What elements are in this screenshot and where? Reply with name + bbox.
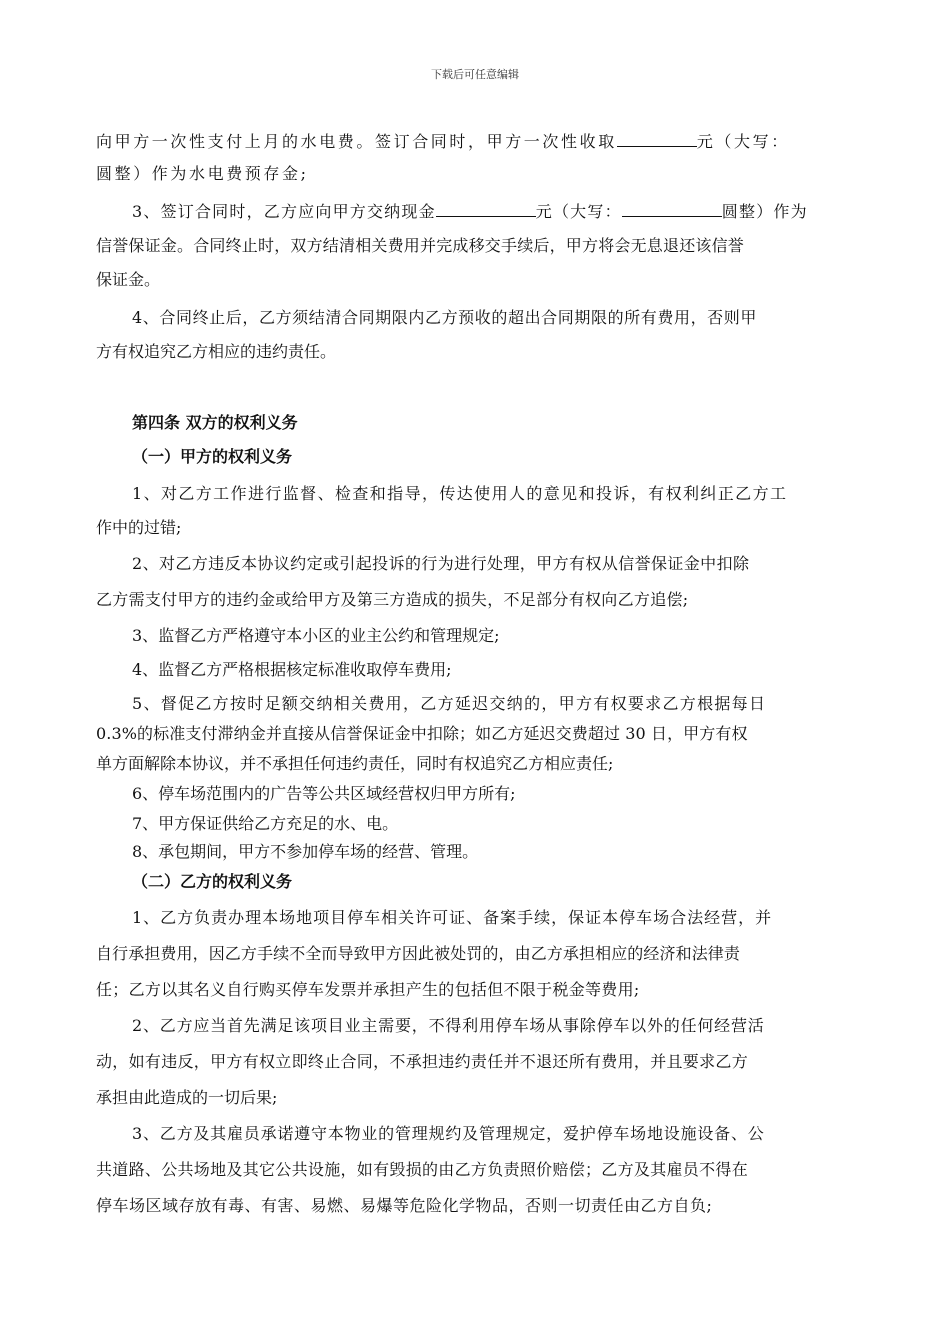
paragraph-line xyxy=(132,1124,765,1144)
paragraph-line xyxy=(132,694,766,714)
paragraph-line xyxy=(132,814,398,834)
paragraph-line xyxy=(96,1160,748,1180)
line-text: 7、甲方保证供给乙方充足的水、电。 xyxy=(132,814,399,833)
paragraph-line xyxy=(96,270,160,290)
paragraph-line xyxy=(132,660,452,680)
paragraph-line xyxy=(96,1052,748,1072)
paragraph-line xyxy=(132,308,757,328)
line-text: 作中的过错; xyxy=(96,518,182,537)
paragraph-line xyxy=(96,754,613,774)
line-text: 8、承包期间，甲方不参加停车场的经营、管理。 xyxy=(132,842,479,861)
line-text: （一）甲方的权利义务 xyxy=(132,447,293,466)
line-text: 元（大写： xyxy=(696,132,790,151)
fill-in-blank[interactable] xyxy=(436,200,536,217)
paragraph-line xyxy=(132,1016,765,1036)
line-text: 3、签订合同时，乙方应向甲方交纳现金 xyxy=(132,202,436,221)
paragraph-line xyxy=(96,518,181,538)
section-heading xyxy=(132,413,298,433)
paragraph-line xyxy=(96,1196,712,1216)
paragraph-line xyxy=(96,944,740,964)
line-text: 3、乙方及其雇员承诺遵守本物业的管理规约及管理规定，爱护停车场地设施设备、公 xyxy=(132,1124,765,1143)
line-text: 保证金。 xyxy=(96,270,161,289)
line-text: 圆整）作为水电费预存金; xyxy=(96,164,309,183)
line-text: 3、监督乙方严格遵守本小区的业主公约和管理规定; xyxy=(132,626,500,645)
section-heading xyxy=(132,872,292,892)
paragraph-line xyxy=(96,724,748,744)
paragraph-line xyxy=(96,590,689,610)
paragraph-line xyxy=(132,908,772,928)
paragraph-line xyxy=(132,784,516,804)
line-text: 0.3%的标准支付滞纳金并直接从信誉保证金中扣除；如乙方延迟交费超过 30 日，甲方有权 xyxy=(96,724,748,743)
line-text: 动，如有违反，甲方有权立即终止合同，不承担违约责任并不退还所有费用，并且要求乙方 xyxy=(96,1052,749,1071)
line-text: 元（大写： xyxy=(535,202,622,221)
line-text: 圆整）作为 xyxy=(721,202,808,221)
line-text: 信誉保证金。合同终止时，双方结清相关费用并完成移交手续后，甲方将会无息退还该信誉 xyxy=(96,236,745,255)
paragraph-line xyxy=(132,484,787,504)
paragraph-line xyxy=(132,200,808,222)
fill-in-blank[interactable] xyxy=(622,200,722,217)
paragraph-line xyxy=(96,1088,277,1108)
paragraph-line xyxy=(96,164,309,184)
paragraph-line xyxy=(96,342,336,362)
line-text: 4、合同终止后，乙方须结清合同期限内乙方预收的超出合同期限的所有费用，否则甲 xyxy=(132,308,757,327)
line-text: 单方面解除本协议，并不承担任何违约责任，同时有权追究乙方相应责任; xyxy=(96,754,614,773)
line-text: 5、督促乙方按时足额交纳相关费用，乙方延迟交纳的，甲方有权要求乙方根据每日 xyxy=(132,694,767,713)
line-text: 向甲方一次性支付上月的水电费。签订合同时，甲方一次性收取 xyxy=(96,132,617,151)
paragraph-line xyxy=(96,130,790,152)
line-text: 6、停车场范围内的广告等公共区域经营权归甲方所有; xyxy=(132,784,516,803)
paragraph-line xyxy=(132,554,749,574)
line-text: 共道路、公共场地及其它公共设施，如有毁损的由乙方负责照价赔偿；乙方及其雇员不得在 xyxy=(96,1160,749,1179)
fill-in-blank[interactable] xyxy=(617,130,697,147)
paragraph-line xyxy=(96,980,640,1000)
page-header: 下载后可任意编辑 xyxy=(431,68,519,81)
line-text: 承担由此造成的一切后果; xyxy=(96,1088,278,1107)
line-text: 2、对乙方违反本协议约定或引起投诉的行为进行处理，甲方有权从信誉保证金中扣除 xyxy=(132,554,750,573)
line-text: 方有权追究乙方相应的违约责任。 xyxy=(96,342,337,361)
line-text: 2、乙方应当首先满足该项目业主需要，不得利用停车场从事除停车以外的任何经营活 xyxy=(132,1016,765,1035)
line-text: 4、监督乙方严格根据核定标准收取停车费用; xyxy=(132,660,452,679)
section-heading xyxy=(132,447,292,467)
line-text: 自行承担费用，因乙方手续不全而导致甲方因此被处罚的，由乙方承担相应的经济和法律责 xyxy=(96,944,741,963)
line-text: 乙方需支付甲方的违约金或给甲方及第三方造成的损失，不足部分有权向乙方追偿; xyxy=(96,590,689,609)
line-text: 停车场区域存放有毒、有害、易燃、易爆等危险化学物品，否则一切责任由乙方自负; xyxy=(96,1196,713,1215)
line-text: 任；乙方以其名义自行购买停车发票并承担产生的包括但不限于税金等费用; xyxy=(96,980,640,999)
line-text: 1、对乙方工作进行监督、检查和指导，传达使用人的意见和投诉，有权利纠正乙方工 xyxy=(132,484,788,503)
paragraph-line xyxy=(96,236,744,256)
paragraph-line xyxy=(132,626,500,646)
line-text: 第四条 双方的权利义务 xyxy=(132,413,298,432)
paragraph-line xyxy=(132,842,478,862)
line-text: 1、乙方负责办理本场地项目停车相关许可证、备案手续，保证本停车场合法经营，并 xyxy=(132,908,773,927)
line-text: （二）乙方的权利义务 xyxy=(132,872,293,891)
